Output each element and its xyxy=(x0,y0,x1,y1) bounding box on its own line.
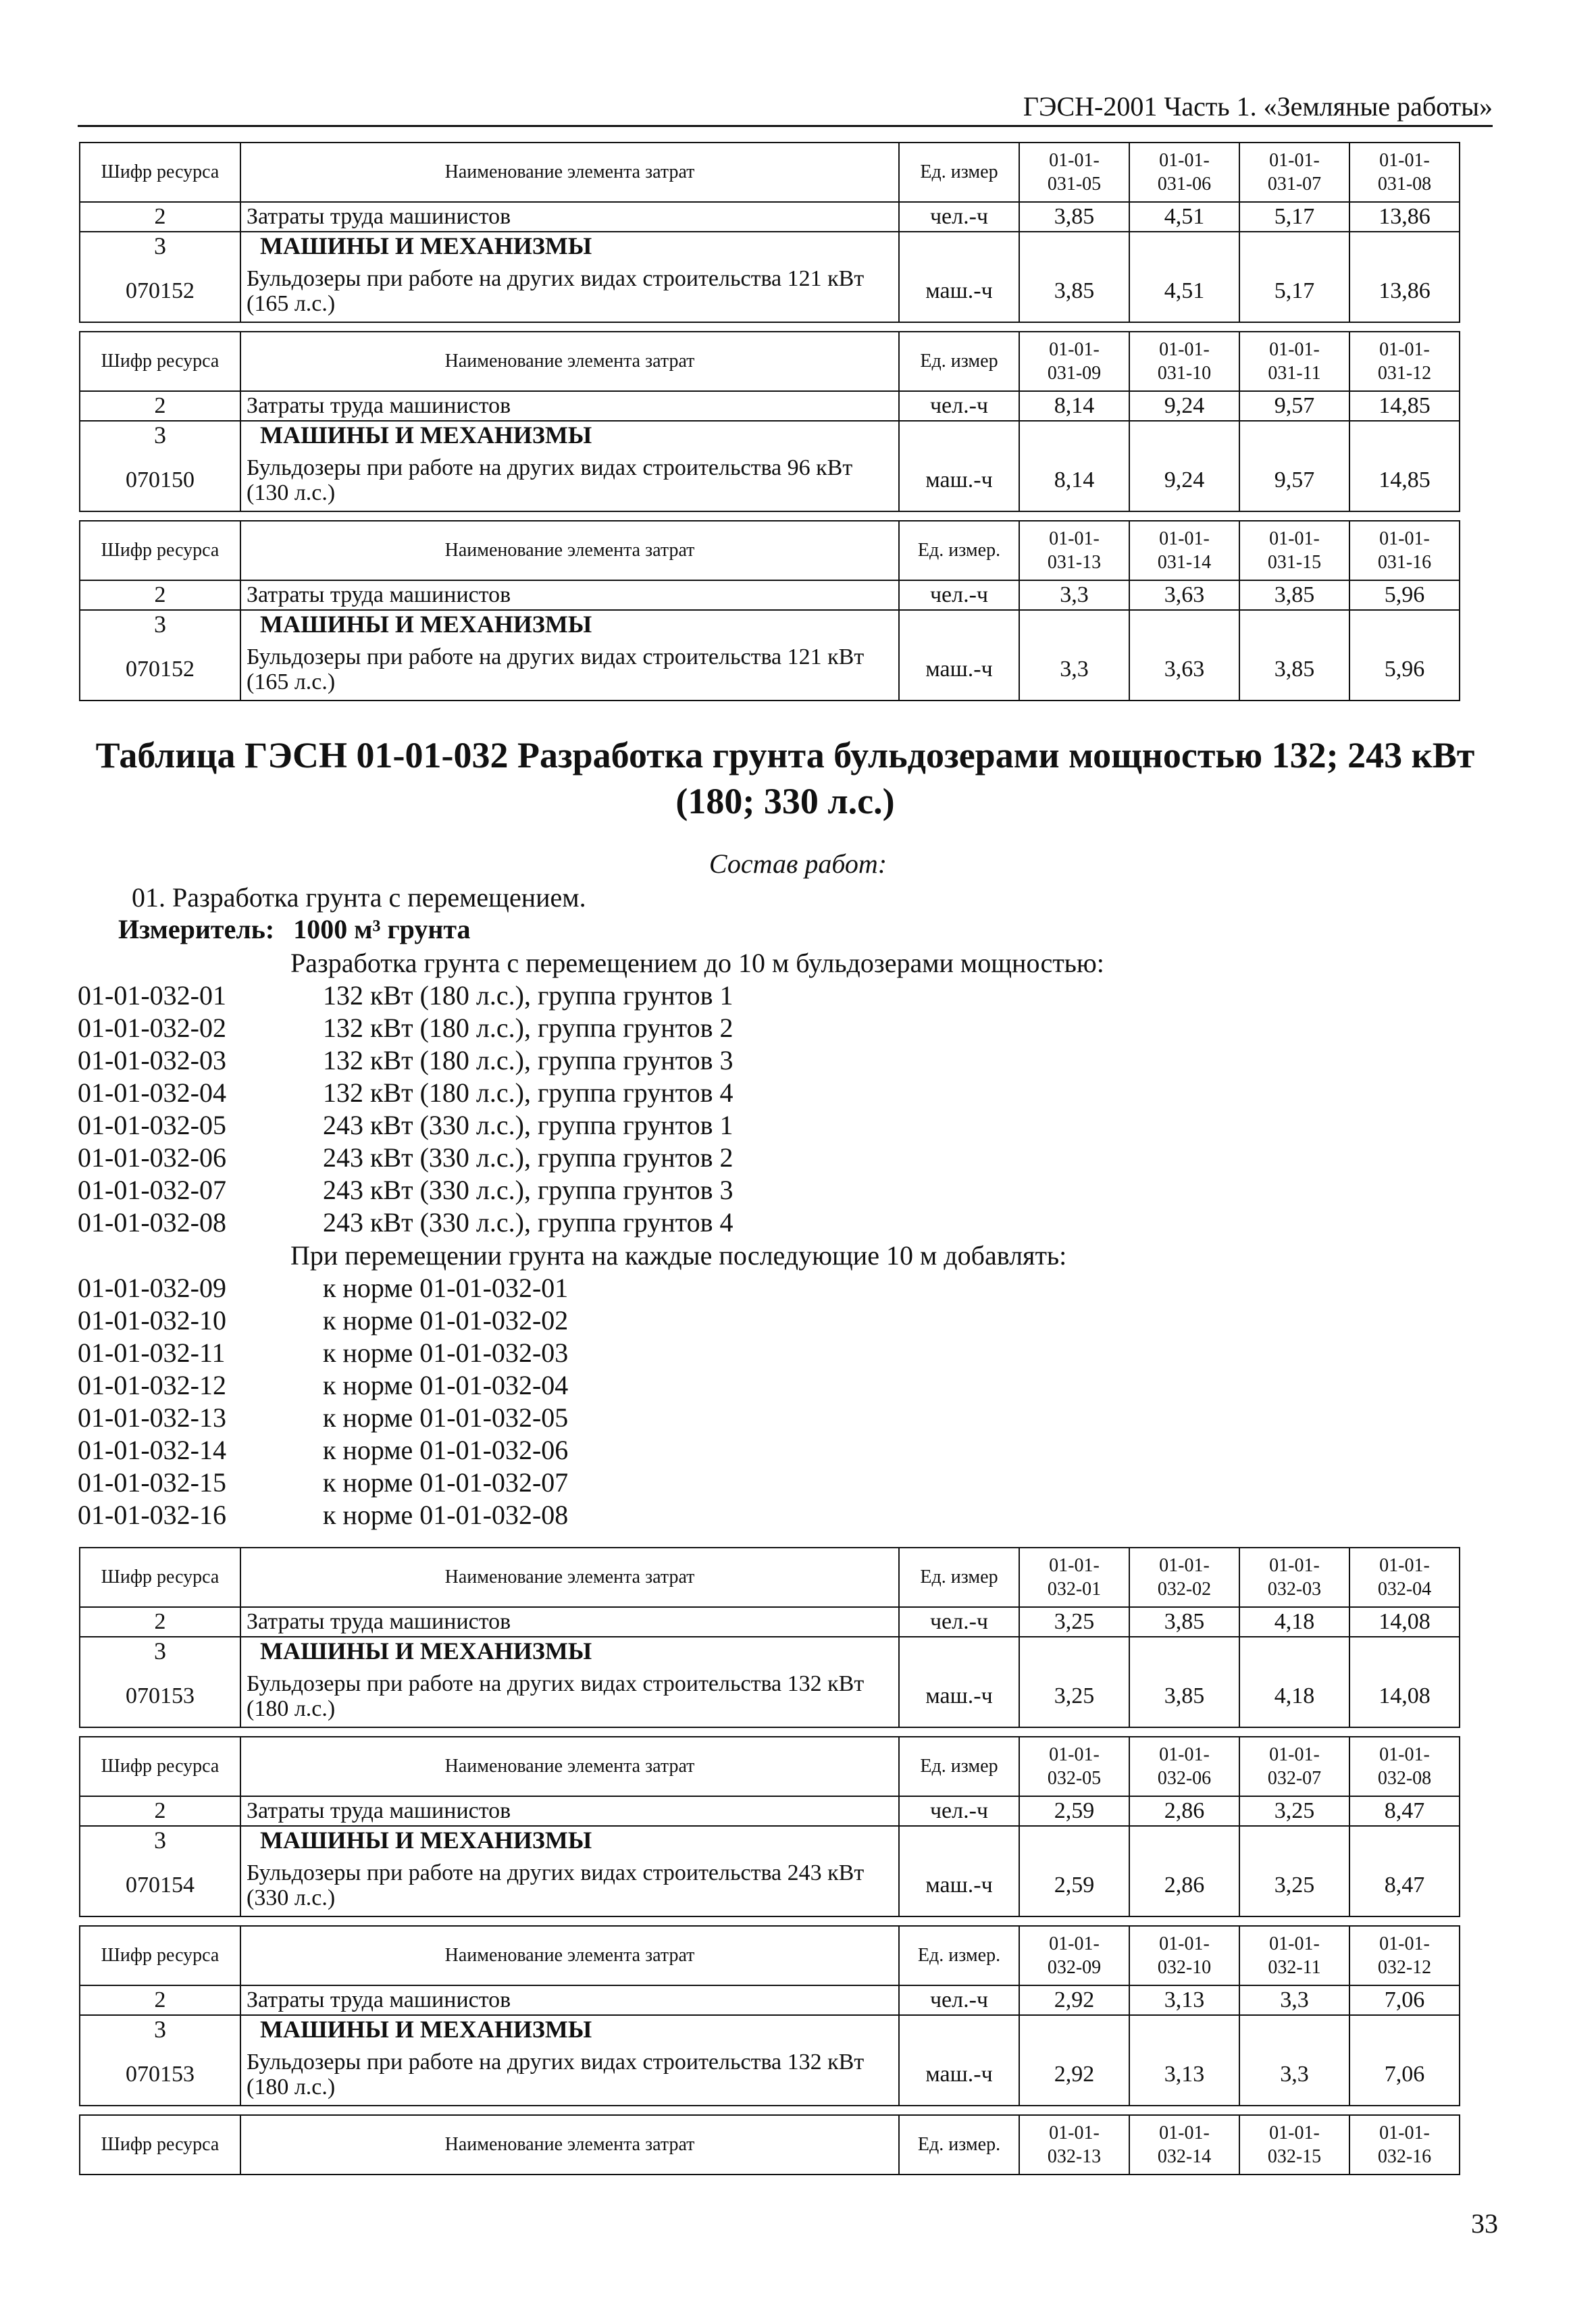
machines-heading-row xyxy=(80,2015,1460,2044)
table-header-row xyxy=(80,2115,1460,2175)
header-cipher: Шифр ресурса xyxy=(80,521,240,580)
table-header-row xyxy=(80,521,1460,580)
norm-description: к норме 01-01-032-08 xyxy=(323,1500,569,1530)
norm-code: 01-01-032-05 xyxy=(78,1110,226,1140)
header-norm-code: 01-01- 032-14 xyxy=(1129,2115,1239,2175)
header-unit: Ед. измер. xyxy=(899,2115,1019,2175)
norm-description: к норме 01-01-032-03 xyxy=(323,1338,569,1368)
norm-code: 01-01-032-14 xyxy=(78,1435,226,1465)
cell-value: 5,17 xyxy=(1239,202,1349,232)
cell-empty xyxy=(1239,232,1349,261)
cell-empty xyxy=(899,1826,1019,1855)
header-norm-code: 01-01- 032-02 xyxy=(1129,1548,1239,1607)
machines-heading-row xyxy=(80,1637,1460,1666)
cell-empty xyxy=(1019,2015,1129,2044)
cell-value: 4,18 xyxy=(1239,1607,1349,1637)
cell-value: 3,13 xyxy=(1129,1985,1239,2015)
cell-empty xyxy=(899,421,1019,450)
machines-heading-row xyxy=(80,1826,1460,1855)
header-norm-code: 01-01- 031-08 xyxy=(1349,143,1460,202)
cell-value: 9,24 xyxy=(1129,391,1239,421)
norm-description: к норме 01-01-032-05 xyxy=(323,1402,569,1433)
header-unit: Ед. измер xyxy=(899,1737,1019,1796)
cell-empty xyxy=(1349,1826,1460,1855)
cell-value: 3,85 xyxy=(1239,639,1349,701)
header-cipher: Шифр ресурса xyxy=(80,2115,240,2175)
labor-row xyxy=(80,580,1460,610)
cell-unit: чел.-ч xyxy=(899,1985,1019,2015)
cell-cipher: 070152 xyxy=(80,639,240,701)
cell-empty xyxy=(1129,232,1239,261)
norm-code: 01-01-032-04 xyxy=(78,1077,226,1108)
cell-name: МАШИНЫ И МЕХАНИЗМЫ xyxy=(240,1826,899,1855)
cell-value: 2,92 xyxy=(1019,2044,1129,2106)
norm-description: к норме 01-01-032-07 xyxy=(323,1467,569,1498)
cell-cipher: 070154 xyxy=(80,1855,240,1916)
cell-value: 4,51 xyxy=(1129,202,1239,232)
cell-unit: чел.-ч xyxy=(899,202,1019,232)
norm-description: 243 кВт (330 л.с.), группа грунтов 3 xyxy=(323,1175,733,1205)
cell-value: 2,86 xyxy=(1129,1796,1239,1826)
cell-empty xyxy=(899,610,1019,639)
header-name: Наименование элемента затрат xyxy=(240,1926,899,1985)
labor-row xyxy=(80,1796,1460,1826)
norm-description: 132 кВт (180 л.с.), группа грунтов 3 xyxy=(323,1045,733,1075)
meter-value: 1000 м³ грунта xyxy=(293,914,471,944)
cell-value: 5,96 xyxy=(1349,639,1460,701)
header-unit: Ед. измер xyxy=(899,332,1019,391)
header-cipher: Шифр ресурса xyxy=(80,332,240,391)
cell-empty xyxy=(1239,421,1349,450)
cell-value: 3,3 xyxy=(1239,1985,1349,2015)
cell-name: Затраты труда машинистов xyxy=(240,580,899,610)
machines-heading-row xyxy=(80,421,1460,450)
cell-value: 3,25 xyxy=(1239,1796,1349,1826)
cell-name: Затраты труда машинистов xyxy=(240,391,899,421)
header-norm-code: 01-01- 032-09 xyxy=(1019,1926,1129,1985)
cell-empty xyxy=(899,232,1019,261)
header-norm-code: 01-01- 032-10 xyxy=(1129,1926,1239,1985)
header-norm-code: 01-01- 032-05 xyxy=(1019,1737,1129,1796)
cell-name: Бульдозеры при работе на других видах строительства 243 кВт (330 л.с.) xyxy=(240,1855,899,1916)
cell-empty xyxy=(1019,1637,1129,1666)
machine-row xyxy=(80,1855,1460,1916)
header-unit: Ед. измер. xyxy=(899,1926,1019,1985)
norm-table xyxy=(79,1547,1460,1728)
labor-row xyxy=(80,202,1460,232)
cell-unit: маш.-ч xyxy=(899,2044,1019,2106)
header-unit: Ед. измер xyxy=(899,143,1019,202)
cell-value: 8,14 xyxy=(1019,391,1129,421)
cell-unit: маш.-ч xyxy=(899,261,1019,322)
norm-code: 01-01-032-03 xyxy=(78,1045,226,1075)
cell-unit: маш.-ч xyxy=(899,1855,1019,1916)
header-name: Наименование элемента затрат xyxy=(240,1548,899,1607)
header-name: Наименование элемента затрат xyxy=(240,332,899,391)
norm-description: 132 кВт (180 л.с.), группа грунтов 1 xyxy=(323,980,733,1011)
cell-unit: маш.-ч xyxy=(899,450,1019,511)
intro-2: При перемещении грунта на каждые последующие 10 м добавлять: xyxy=(290,1240,1067,1271)
cell-name: Затраты труда машинистов xyxy=(240,1985,899,2015)
composition-item: 01. Разработка грунта с перемещением. xyxy=(132,882,586,913)
cell-value: 2,92 xyxy=(1019,1985,1129,2015)
cell-value: 3,85 xyxy=(1019,261,1129,322)
cell-unit: маш.-ч xyxy=(899,1666,1019,1727)
cell-name: МАШИНЫ И МЕХАНИЗМЫ xyxy=(240,610,899,639)
cell-empty xyxy=(1129,1637,1239,1666)
table-header-row xyxy=(80,1926,1460,1985)
header-unit: Ед. измер. xyxy=(899,521,1019,580)
table-header-row xyxy=(80,1548,1460,1607)
cell-value: 8,47 xyxy=(1349,1796,1460,1826)
cell-value: 13,86 xyxy=(1349,261,1460,322)
cell-value: 8,14 xyxy=(1019,450,1129,511)
cell-cipher: 2 xyxy=(80,391,240,421)
header-norm-code: 01-01- 031-16 xyxy=(1349,521,1460,580)
header-norm-code: 01-01- 032-03 xyxy=(1239,1548,1349,1607)
cell-value: 7,06 xyxy=(1349,2044,1460,2106)
cell-empty xyxy=(1019,232,1129,261)
cell-value: 5,96 xyxy=(1349,580,1460,610)
running-header: ГЭСН-2001 Часть 1. «Земляные работы» xyxy=(78,91,1493,127)
cell-unit: чел.-ч xyxy=(899,391,1019,421)
norm-table xyxy=(79,2114,1460,2175)
section-title: Таблица ГЭСН 01-01-032 Разработка грунта бульдозерами мощностью 132; 243 кВт (180; 330 л.с.) xyxy=(95,735,1475,821)
machine-row xyxy=(80,450,1460,511)
norm-code: 01-01-032-15 xyxy=(78,1467,226,1498)
norm-table xyxy=(79,142,1460,323)
cell-unit: чел.-ч xyxy=(899,580,1019,610)
cell-empty xyxy=(899,2015,1019,2044)
cell-cipher: 2 xyxy=(80,580,240,610)
cell-value: 3,25 xyxy=(1019,1666,1129,1727)
cell-name: Затраты труда машинистов xyxy=(240,1796,899,1826)
cell-cipher: 070152 xyxy=(80,261,240,322)
header-norm-code: 01-01- 031-14 xyxy=(1129,521,1239,580)
cell-value: 14,08 xyxy=(1349,1666,1460,1727)
norm-description: 132 кВт (180 л.с.), группа грунтов 2 xyxy=(323,1013,733,1043)
cell-name: Бульдозеры при работе на других видах строительства 121 кВт (165 л.с.) xyxy=(240,261,899,322)
cell-cipher: 070150 xyxy=(80,450,240,511)
norm-code: 01-01-032-16 xyxy=(78,1500,226,1530)
cell-value: 13,86 xyxy=(1349,202,1460,232)
machine-row xyxy=(80,639,1460,701)
cell-value: 3,3 xyxy=(1019,639,1129,701)
norm-code: 01-01-032-11 xyxy=(78,1338,226,1368)
cell-value: 5,17 xyxy=(1239,261,1349,322)
header-norm-code: 01-01- 032-07 xyxy=(1239,1737,1349,1796)
cell-cipher: 3 xyxy=(80,421,240,450)
norm-description: к норме 01-01-032-04 xyxy=(323,1370,569,1400)
cell-empty xyxy=(1129,610,1239,639)
header-norm-code: 01-01- 032-11 xyxy=(1239,1926,1349,1985)
norm-table xyxy=(79,1925,1460,2106)
header-cipher: Шифр ресурса xyxy=(80,1548,240,1607)
header-norm-code: 01-01- 032-01 xyxy=(1019,1548,1129,1607)
cell-empty xyxy=(1019,1826,1129,1855)
header-norm-code: 01-01- 032-15 xyxy=(1239,2115,1349,2175)
header-name: Наименование элемента затрат xyxy=(240,521,899,580)
cell-unit: чел.-ч xyxy=(899,1607,1019,1637)
cell-cipher: 2 xyxy=(80,1607,240,1637)
machines-heading-row xyxy=(80,610,1460,639)
cell-value: 8,47 xyxy=(1349,1855,1460,1916)
header-norm-code: 01-01- 031-15 xyxy=(1239,521,1349,580)
page-number: 33 xyxy=(1471,2208,1498,2239)
cell-value: 3,85 xyxy=(1019,202,1129,232)
cell-value: 9,57 xyxy=(1239,450,1349,511)
norm-code: 01-01-032-02 xyxy=(78,1013,226,1043)
header-norm-code: 01-01- 031-06 xyxy=(1129,143,1239,202)
cell-name: МАШИНЫ И МЕХАНИЗМЫ xyxy=(240,2015,899,2044)
machine-row xyxy=(80,2044,1460,2106)
cell-value: 4,18 xyxy=(1239,1666,1349,1727)
cell-value: 3,3 xyxy=(1019,580,1129,610)
header-norm-code: 01-01- 032-06 xyxy=(1129,1737,1239,1796)
norm-description: 132 кВт (180 л.с.), группа грунтов 4 xyxy=(323,1077,733,1108)
header-norm-code: 01-01- 031-12 xyxy=(1349,332,1460,391)
cell-cipher: 3 xyxy=(80,1826,240,1855)
norm-description: 243 кВт (330 л.с.), группа грунтов 1 xyxy=(323,1110,733,1140)
cell-empty xyxy=(1239,1637,1349,1666)
machines-heading-row xyxy=(80,232,1460,261)
norm-code: 01-01-032-07 xyxy=(78,1175,226,1205)
cell-empty xyxy=(1129,421,1239,450)
labor-row xyxy=(80,391,1460,421)
cell-value: 3,13 xyxy=(1129,2044,1239,2106)
norm-description: к норме 01-01-032-02 xyxy=(323,1305,569,1336)
header-name: Наименование элемента затрат xyxy=(240,2115,899,2175)
cell-value: 2,86 xyxy=(1129,1855,1239,1916)
header-unit: Ед. измер xyxy=(899,1548,1019,1607)
meter-label: Измеритель: xyxy=(118,914,275,944)
cell-cipher: 3 xyxy=(80,232,240,261)
header-name: Наименование элемента затрат xyxy=(240,1737,899,1796)
cell-name: Затраты труда машинистов xyxy=(240,1607,899,1637)
norm-code: 01-01-032-08 xyxy=(78,1207,226,1238)
header-norm-code: 01-01- 032-08 xyxy=(1349,1737,1460,1796)
cell-empty xyxy=(1019,610,1129,639)
cell-value: 9,57 xyxy=(1239,391,1349,421)
norm-description: 243 кВт (330 л.с.), группа грунтов 4 xyxy=(323,1207,733,1238)
header-norm-code: 01-01- 032-13 xyxy=(1019,2115,1129,2175)
cell-empty xyxy=(1239,1826,1349,1855)
header-norm-code: 01-01- 031-13 xyxy=(1019,521,1129,580)
cell-empty xyxy=(1349,1637,1460,1666)
cell-value: 3,63 xyxy=(1129,639,1239,701)
header-norm-code: 01-01- 031-10 xyxy=(1129,332,1239,391)
header-name: Наименование элемента затрат xyxy=(240,143,899,202)
table-header-row xyxy=(80,143,1460,202)
cell-empty xyxy=(1129,1826,1239,1855)
cell-empty xyxy=(1349,232,1460,261)
cell-empty xyxy=(1349,2015,1460,2044)
composition-label: Состав работ: xyxy=(709,848,887,879)
intro-1: Разработка грунта с перемещением до 10 м бульдозерами мощностью: xyxy=(290,948,1104,978)
cell-value: 2,59 xyxy=(1019,1855,1129,1916)
labor-row xyxy=(80,1985,1460,2015)
norm-code: 01-01-032-01 xyxy=(78,980,226,1011)
norm-table xyxy=(79,331,1460,512)
cell-name: Бульдозеры при работе на других видах строительства 96 кВт (130 л.с.) xyxy=(240,450,899,511)
machine-row xyxy=(80,261,1460,322)
header-cipher: Шифр ресурса xyxy=(80,143,240,202)
cell-cipher: 3 xyxy=(80,1637,240,1666)
table-header-row xyxy=(80,1737,1460,1796)
cell-cipher: 3 xyxy=(80,610,240,639)
cell-empty xyxy=(1349,610,1460,639)
cell-value: 2,59 xyxy=(1019,1796,1129,1826)
cell-cipher: 3 xyxy=(80,2015,240,2044)
norm-code: 01-01-032-06 xyxy=(78,1142,226,1173)
cell-value: 14,08 xyxy=(1349,1607,1460,1637)
cell-name: МАШИНЫ И МЕХАНИЗМЫ xyxy=(240,421,899,450)
cell-empty xyxy=(1239,610,1349,639)
cell-value: 3,25 xyxy=(1239,1855,1349,1916)
cell-name: Затраты труда машинистов xyxy=(240,202,899,232)
norm-description: к норме 01-01-032-01 xyxy=(323,1273,569,1303)
norm-code: 01-01-032-09 xyxy=(78,1273,226,1303)
cell-empty xyxy=(1019,421,1129,450)
norm-code: 01-01-032-13 xyxy=(78,1402,226,1433)
cell-name: МАШИНЫ И МЕХАНИЗМЫ xyxy=(240,232,899,261)
header-norm-code: 01-01- 031-07 xyxy=(1239,143,1349,202)
cell-value: 4,51 xyxy=(1129,261,1239,322)
cell-value: 3,85 xyxy=(1129,1607,1239,1637)
header-norm-code: 01-01- 032-12 xyxy=(1349,1926,1460,1985)
header-cipher: Шифр ресурса xyxy=(80,1737,240,1796)
header-norm-code: 01-01- 031-11 xyxy=(1239,332,1349,391)
cell-value: 3,25 xyxy=(1019,1607,1129,1637)
cell-unit: маш.-ч xyxy=(899,639,1019,701)
norm-table xyxy=(79,520,1460,701)
cell-empty xyxy=(1349,421,1460,450)
header-norm-code: 01-01- 031-09 xyxy=(1019,332,1129,391)
norm-description: к норме 01-01-032-06 xyxy=(323,1435,569,1465)
cell-cipher: 2 xyxy=(80,202,240,232)
cell-value: 3,3 xyxy=(1239,2044,1349,2106)
cell-empty xyxy=(1239,2015,1349,2044)
machine-row xyxy=(80,1666,1460,1727)
header-norm-code: 01-01- 032-04 xyxy=(1349,1548,1460,1607)
meter-line xyxy=(118,913,471,945)
cell-cipher: 2 xyxy=(80,1985,240,2015)
header-cipher: Шифр ресурса xyxy=(80,1926,240,1985)
cell-cipher: 2 xyxy=(80,1796,240,1826)
cell-name: Бульдозеры при работе на других видах строительства 132 кВт (180 л.с.) xyxy=(240,2044,899,2106)
header-norm-code: 01-01- 031-05 xyxy=(1019,143,1129,202)
cell-cipher: 070153 xyxy=(80,2044,240,2106)
cell-unit: чел.-ч xyxy=(899,1796,1019,1826)
norm-description: 243 кВт (330 л.с.), группа грунтов 2 xyxy=(323,1142,733,1173)
cell-value: 3,63 xyxy=(1129,580,1239,610)
cell-value: 14,85 xyxy=(1349,391,1460,421)
cell-value: 3,85 xyxy=(1129,1666,1239,1727)
cell-value: 14,85 xyxy=(1349,450,1460,511)
norm-code: 01-01-032-12 xyxy=(78,1370,226,1400)
cell-empty xyxy=(899,1637,1019,1666)
cell-name: Бульдозеры при работе на других видах строительства 132 кВт (180 л.с.) xyxy=(240,1666,899,1727)
cell-name: Бульдозеры при работе на других видах строительства 121 кВт (165 л.с.) xyxy=(240,639,899,701)
cell-empty xyxy=(1129,2015,1239,2044)
cell-name: МАШИНЫ И МЕХАНИЗМЫ xyxy=(240,1637,899,1666)
norm-table xyxy=(79,1736,1460,1917)
cell-value: 7,06 xyxy=(1349,1985,1460,2015)
norm-code: 01-01-032-10 xyxy=(78,1305,226,1336)
cell-value: 9,24 xyxy=(1129,450,1239,511)
cell-cipher: 070153 xyxy=(80,1666,240,1727)
header-norm-code: 01-01- 032-16 xyxy=(1349,2115,1460,2175)
labor-row xyxy=(80,1607,1460,1637)
cell-value: 3,85 xyxy=(1239,580,1349,610)
table-header-row xyxy=(80,332,1460,391)
